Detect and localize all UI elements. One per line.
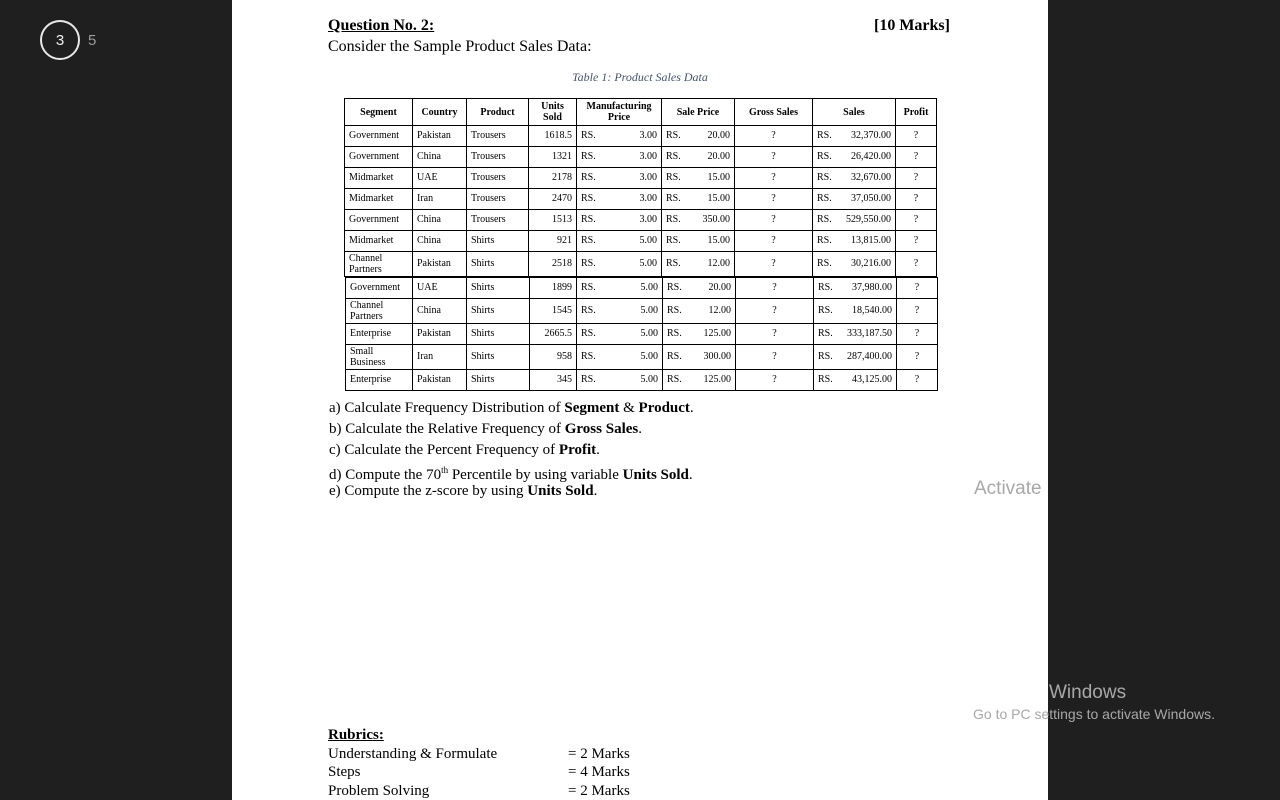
units-sold-cell: 958	[530, 345, 577, 370]
product-cell: Trousers	[467, 189, 529, 210]
activation-watermark-line1: Activate	[974, 478, 1042, 499]
amount-value: 5.00	[640, 305, 658, 316]
manufacturing-price-cell	[577, 126, 662, 147]
header-cell: Manufacturing Price	[577, 99, 662, 126]
amount-value: 3.00	[639, 193, 657, 204]
gross-sales-cell: ?	[735, 147, 813, 168]
rubric-value: = 2 Marks	[568, 782, 630, 799]
currency-label: RS.	[667, 282, 682, 293]
amount-value: 5.00	[639, 235, 657, 246]
segment-cell: Government	[345, 126, 413, 147]
amount-value: 3.00	[639, 130, 657, 141]
rubric-value: = 4 Marks	[568, 764, 630, 780]
sales-table-part-2	[345, 277, 938, 391]
segment-cell: Midmarket	[345, 231, 413, 252]
amount-value: 43,125.00	[852, 374, 892, 385]
header-cell: Gross Sales	[735, 99, 813, 126]
product-cell: Trousers	[467, 147, 529, 168]
product-cell: Trousers	[467, 210, 529, 231]
currency-label: RS.	[581, 130, 596, 141]
question-title: Question No. 2:	[328, 17, 435, 34]
total-pages: 5	[88, 31, 97, 49]
task-keyword: Profit	[558, 441, 597, 458]
task-text: c) Calculate the Percent Frequency of	[329, 441, 559, 458]
currency-label: RS.	[817, 151, 832, 162]
currency-label: RS.	[581, 235, 596, 246]
rubric-row	[328, 745, 630, 764]
product-cell: Shirts	[467, 231, 529, 252]
profit-cell: ?	[896, 231, 937, 252]
country-cell: Iran	[413, 345, 467, 370]
table-row	[345, 252, 937, 277]
amount-value: 20.00	[708, 282, 731, 293]
manufacturing-price-cell	[577, 210, 662, 231]
manufacturing-price-cell	[577, 299, 663, 324]
sale-price-cell	[663, 278, 736, 299]
sales-cell	[813, 126, 896, 147]
amount-value: 30,216.00	[851, 258, 891, 269]
segment-cell: Enterprise	[346, 370, 413, 391]
sales-cell	[814, 324, 897, 345]
manufacturing-price-cell	[577, 168, 662, 189]
rubric-row	[328, 782, 630, 800]
gross-sales-cell: ?	[736, 370, 814, 391]
rubric-label: Steps	[328, 764, 361, 780]
product-cell: Shirts	[467, 278, 530, 299]
table-row	[346, 324, 938, 345]
currency-label: RS.	[818, 282, 833, 293]
manufacturing-price-cell	[577, 345, 663, 370]
gross-sales-cell: ?	[735, 252, 813, 277]
currency-label: RS.	[581, 374, 596, 385]
amount-value: 26,420.00	[851, 151, 891, 162]
table-row	[346, 278, 938, 299]
gross-sales-cell: ?	[736, 345, 814, 370]
profit-cell: ?	[897, 278, 938, 299]
profit-cell: ?	[896, 168, 937, 189]
amount-value: 15.00	[707, 172, 730, 183]
units-sold-cell: 2665.5	[530, 324, 577, 345]
profit-cell: ?	[897, 370, 938, 391]
currency-label: RS.	[666, 172, 681, 183]
amount-value: 300.00	[703, 351, 731, 362]
page-indicator	[40, 20, 96, 60]
currency-label: RS.	[818, 328, 833, 339]
manufacturing-price-cell	[577, 189, 662, 210]
profit-cell: ?	[896, 126, 937, 147]
segment-cell: Channel Partners	[345, 252, 413, 277]
amount-value: 12.00	[707, 258, 730, 269]
country-cell: Pakistan	[413, 126, 467, 147]
amount-value: 333,187.50	[847, 328, 892, 339]
profit-cell: ?	[897, 324, 938, 345]
currency-label: RS.	[818, 374, 833, 385]
country-cell: China	[413, 210, 467, 231]
table-row	[346, 345, 938, 370]
segment-cell: Midmarket	[345, 168, 413, 189]
task-text: e) Compute the z-score by using	[329, 483, 528, 500]
task-item	[329, 419, 694, 440]
table-row	[346, 370, 938, 391]
sale-price-cell	[662, 168, 735, 189]
amount-value: 5.00	[640, 328, 658, 339]
product-cell: Shirts	[467, 324, 530, 345]
task-item	[329, 398, 694, 419]
amount-value: 5.00	[640, 374, 658, 385]
task-item	[329, 460, 694, 484]
task-text: .	[689, 400, 694, 416]
amount-value: 12.00	[708, 305, 731, 316]
amount-value: 15.00	[707, 235, 730, 246]
task-keyword: Units Sold	[622, 467, 689, 484]
amount-value: 5.00	[639, 258, 657, 269]
task-text: .	[688, 467, 693, 484]
task-item	[329, 481, 694, 502]
amount-value: 18,540.00	[852, 305, 892, 316]
task-list	[329, 398, 694, 502]
product-cell: Shirts	[467, 370, 530, 391]
sales-cell	[813, 189, 896, 210]
amount-value: 529,550.00	[846, 214, 891, 225]
product-cell: Shirts	[467, 299, 530, 324]
currency-label: RS.	[581, 282, 596, 293]
gross-sales-cell: ?	[735, 126, 813, 147]
country-cell: Pakistan	[413, 324, 467, 345]
header-cell: Product	[467, 99, 529, 126]
segment-cell: Channel Partners	[346, 299, 413, 324]
segment-cell: Midmarket	[345, 189, 413, 210]
amount-value: 15.00	[707, 193, 730, 204]
sale-price-cell	[663, 324, 736, 345]
manufacturing-price-cell	[577, 147, 662, 168]
country-cell: Iran	[413, 189, 467, 210]
amount-value: 3.00	[639, 214, 657, 225]
task-keyword: Product	[638, 400, 690, 416]
header-cell: Units Sold	[529, 99, 577, 126]
currency-label: RS.	[581, 214, 596, 225]
amount-value: 5.00	[640, 351, 658, 362]
country-cell: UAE	[413, 278, 467, 299]
activation-watermark-line3: Go to PC settings to activate Windows.	[973, 706, 1215, 722]
units-sold-cell: 1545	[530, 299, 577, 324]
units-sold-cell: 345	[530, 370, 577, 391]
country-cell: China	[413, 147, 467, 168]
country-cell: UAE	[413, 168, 467, 189]
amount-value: 350.00	[702, 214, 730, 225]
units-sold-cell: 921	[529, 231, 577, 252]
currency-label: RS.	[581, 193, 596, 204]
amount-value: 3.00	[639, 172, 657, 183]
manufacturing-price-cell	[577, 252, 662, 277]
amount-value: 20.00	[707, 130, 730, 141]
table-header-row	[345, 99, 937, 126]
sales-cell	[813, 147, 896, 168]
header-cell: Country	[413, 99, 467, 126]
product-cell: Shirts	[467, 252, 529, 277]
gross-sales-cell: ?	[735, 231, 813, 252]
currency-label: RS.	[818, 305, 833, 316]
currency-label: RS.	[666, 258, 681, 269]
task-text: d) Compute the 70	[329, 467, 442, 484]
currency-label: RS.	[666, 130, 681, 141]
task-item	[329, 440, 694, 461]
task-text: .	[638, 420, 642, 437]
rubric-value: = 2 Marks	[568, 745, 630, 762]
table-row	[346, 299, 938, 324]
segment-cell: Enterprise	[346, 324, 413, 345]
units-sold-cell: 1899	[530, 278, 577, 299]
segment-cell: Small Business	[346, 345, 413, 370]
sales-cell	[813, 252, 896, 277]
sales-cell	[813, 210, 896, 231]
currency-label: RS.	[666, 214, 681, 225]
gross-sales-cell: ?	[735, 189, 813, 210]
currency-label: RS.	[581, 328, 596, 339]
header-cell: Sale Price	[662, 99, 735, 126]
gross-sales-cell: ?	[735, 210, 813, 231]
question-intro: Consider the Sample Product Sales Data:	[328, 38, 592, 55]
units-sold-cell: 1618.5	[529, 126, 577, 147]
currency-label: RS.	[817, 130, 832, 141]
profit-cell: ?	[897, 299, 938, 324]
sales-cell	[814, 345, 897, 370]
manufacturing-price-cell	[577, 324, 663, 345]
currency-label: RS.	[818, 351, 833, 362]
amount-value: 125.00	[703, 374, 731, 385]
sales-table-part-1	[344, 98, 937, 277]
profit-cell: ?	[897, 345, 938, 370]
gross-sales-cell: ?	[736, 299, 814, 324]
document-page	[232, 0, 1048, 800]
country-cell: Pakistan	[413, 370, 467, 391]
sale-price-cell	[662, 189, 735, 210]
rubric-label: Understanding & Formulate	[328, 745, 498, 762]
currency-label: RS.	[581, 258, 596, 269]
units-sold-cell: 1513	[529, 210, 577, 231]
sale-price-cell	[662, 126, 735, 147]
amount-value: 37,050.00	[851, 193, 891, 204]
currency-label: RS.	[817, 193, 832, 204]
header-cell: Segment	[345, 99, 413, 126]
current-page-button[interactable]: 3	[40, 20, 80, 60]
table-row	[345, 126, 937, 147]
country-cell: China	[413, 231, 467, 252]
table-row	[345, 210, 937, 231]
currency-label: RS.	[666, 151, 681, 162]
amount-value: 37,980.00	[852, 282, 892, 293]
sales-cell	[814, 299, 897, 324]
question-marks: [10 Marks]	[874, 17, 950, 34]
amount-value: 32,670.00	[851, 172, 891, 183]
product-cell: Trousers	[467, 168, 529, 189]
table-row	[345, 231, 937, 252]
product-cell: Trousers	[467, 126, 529, 147]
task-superscript: th	[441, 465, 449, 476]
currency-label: RS.	[667, 374, 682, 385]
amount-value: 13,815.00	[851, 235, 891, 246]
table-row	[345, 147, 937, 168]
currency-label: RS.	[667, 328, 682, 339]
currency-label: RS.	[581, 351, 596, 362]
amount-value: 5.00	[640, 282, 658, 293]
currency-label: RS.	[817, 258, 832, 269]
sale-price-cell	[663, 299, 736, 324]
gross-sales-cell: ?	[736, 278, 814, 299]
units-sold-cell: 1321	[529, 147, 577, 168]
task-keyword: Gross Sales	[564, 420, 639, 437]
currency-label: RS.	[817, 172, 832, 183]
manufacturing-price-cell	[577, 231, 662, 252]
product-cell: Shirts	[467, 345, 530, 370]
sale-price-cell	[662, 147, 735, 168]
currency-label: RS.	[581, 172, 596, 183]
segment-cell: Government	[346, 278, 413, 299]
sales-cell	[814, 278, 897, 299]
task-text: a) Calculate Frequency Distribution of	[329, 400, 565, 416]
activation-watermark-line2: Windows	[1049, 682, 1127, 703]
units-sold-cell: 2178	[529, 168, 577, 189]
units-sold-cell: 2470	[529, 189, 577, 210]
segment-cell: Government	[345, 210, 413, 231]
profit-cell: ?	[896, 210, 937, 231]
table-row	[345, 189, 937, 210]
rubrics	[328, 726, 630, 800]
currency-label: RS.	[817, 235, 832, 246]
sale-price-cell	[663, 370, 736, 391]
amount-value: 32,370.00	[851, 130, 891, 141]
currency-label: RS.	[667, 351, 682, 362]
manufacturing-price-cell	[577, 370, 663, 391]
profit-cell: ?	[896, 147, 937, 168]
amount-value: 3.00	[639, 151, 657, 162]
amount-value: 20.00	[707, 151, 730, 162]
task-text: &	[619, 400, 639, 416]
rubric-label: Problem Solving	[328, 782, 430, 799]
country-cell: China	[413, 299, 467, 324]
currency-label: RS.	[666, 193, 681, 204]
profit-cell: ?	[896, 189, 937, 210]
currency-label: RS.	[817, 214, 832, 225]
sale-price-cell	[663, 345, 736, 370]
amount-value: 125.00	[703, 328, 731, 339]
task-keyword: Units Sold	[527, 483, 594, 500]
sale-price-cell	[662, 210, 735, 231]
gross-sales-cell: ?	[735, 168, 813, 189]
sales-cell	[813, 168, 896, 189]
country-cell: Pakistan	[413, 252, 467, 277]
currency-label: RS.	[581, 305, 596, 316]
segment-cell: Government	[345, 147, 413, 168]
manufacturing-price-cell	[577, 278, 663, 299]
task-text: b) Calculate the Relative Frequency of	[329, 420, 565, 437]
table-row	[345, 168, 937, 189]
task-text: Percentile by using variable	[448, 467, 623, 484]
header-cell: Profit	[896, 99, 937, 126]
task-text: .	[596, 441, 600, 458]
currency-label: RS.	[581, 151, 596, 162]
profit-cell: ?	[896, 252, 937, 277]
task-text: .	[593, 483, 598, 500]
sales-cell	[814, 370, 897, 391]
task-keyword: Segment	[564, 400, 620, 416]
rubric-row	[328, 763, 630, 782]
table-caption: Table 1: Product Sales Data	[572, 70, 708, 84]
units-sold-cell: 2518	[529, 252, 577, 277]
sale-price-cell	[662, 252, 735, 277]
rubrics-title: Rubrics:	[328, 727, 384, 743]
sales-cell	[813, 231, 896, 252]
amount-value: 287,400.00	[847, 351, 892, 362]
header-cell: Sales	[813, 99, 896, 126]
currency-label: RS.	[666, 235, 681, 246]
currency-label: RS.	[667, 305, 682, 316]
gross-sales-cell: ?	[736, 324, 814, 345]
sale-price-cell	[662, 231, 735, 252]
